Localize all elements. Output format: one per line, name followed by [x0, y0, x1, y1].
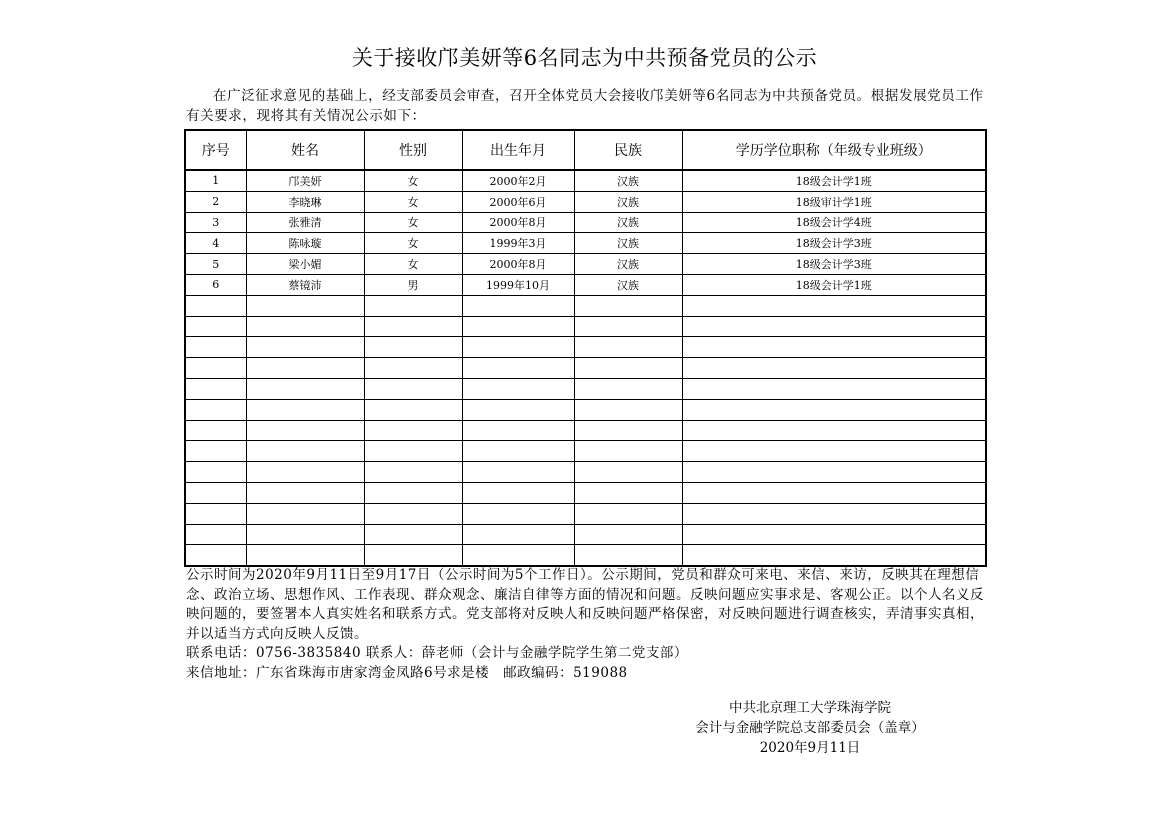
cell-ethnicity: 汉族 [574, 212, 682, 233]
empty-cell [246, 462, 364, 483]
empty-table-row [185, 316, 986, 337]
empty-cell [364, 399, 462, 420]
empty-cell [185, 316, 246, 337]
empty-cell [462, 482, 574, 503]
cell-index: 5 [185, 254, 246, 275]
table-header-row [185, 130, 986, 170]
empty-cell [246, 524, 364, 545]
header-education: 学历学位职称（年级专业班级） [682, 130, 986, 170]
empty-cell [682, 358, 986, 379]
cell-index: 4 [185, 233, 246, 254]
empty-cell [462, 503, 574, 524]
empty-cell [682, 482, 986, 503]
empty-cell [246, 441, 364, 462]
empty-cell [246, 503, 364, 524]
empty-cell [185, 462, 246, 483]
empty-cell [462, 399, 574, 420]
header-index: 序号 [185, 130, 246, 170]
empty-cell [682, 337, 986, 358]
cell-birth: 2000年8月 [462, 212, 574, 233]
empty-cell [682, 462, 986, 483]
table-row [185, 191, 986, 212]
empty-cell [462, 524, 574, 545]
empty-cell [574, 337, 682, 358]
empty-cell [246, 378, 364, 399]
empty-cell [185, 358, 246, 379]
empty-cell [574, 441, 682, 462]
roster-table [184, 129, 987, 567]
empty-table-row [185, 462, 986, 483]
empty-cell [574, 358, 682, 379]
cell-index: 6 [185, 274, 246, 295]
notice-period-text: 公示时间为2020年9月11日至9月17日（公示时间为5个工作日）。公示期间，党员和群众可来电、来信、来访，反映其在理想信念、政治立场、思想作风、工作表现、群众观念、廉洁自律等方面的情况和问题。反映问题应实事求是、客观公正。以个人名义反映问题的，要签署本人真实姓名和联系方式。党支部将对反映人和反映问题严格保密，对反映问题进行调查核实，弄清事实真相，并以适当方式向反映人反馈。 [186, 567, 984, 642]
empty-cell [574, 295, 682, 316]
empty-cell [185, 378, 246, 399]
empty-table-row [185, 524, 986, 545]
cell-gender: 男 [364, 274, 462, 295]
empty-cell [185, 399, 246, 420]
empty-cell [246, 358, 364, 379]
header-birth: 出生年月 [462, 130, 574, 170]
empty-cell [682, 524, 986, 545]
empty-cell [462, 462, 574, 483]
cell-name: 张雅清 [246, 212, 364, 233]
empty-cell [364, 316, 462, 337]
signature-block [660, 698, 960, 758]
empty-table-row [185, 420, 986, 441]
empty-cell [682, 503, 986, 524]
empty-cell [462, 441, 574, 462]
empty-cell [462, 378, 574, 399]
empty-table-row [185, 337, 986, 358]
cell-education: 18级会计学1班 [682, 274, 986, 295]
empty-cell [246, 482, 364, 503]
header-ethnicity: 民族 [574, 130, 682, 170]
empty-cell [682, 295, 986, 316]
empty-cell [185, 441, 246, 462]
empty-cell [682, 545, 986, 566]
empty-table-row [185, 503, 986, 524]
empty-cell [462, 545, 574, 566]
empty-cell [462, 358, 574, 379]
empty-cell [574, 545, 682, 566]
cell-name: 陈咏璇 [246, 233, 364, 254]
signature-date: 2020年9月11日 [759, 740, 861, 756]
empty-cell [246, 545, 364, 566]
signature-committee: 会计与金融学院总支部委员会（盖章） [695, 720, 925, 736]
empty-cell [364, 503, 462, 524]
cell-education: 18级审计学1班 [682, 191, 986, 212]
empty-cell [682, 441, 986, 462]
empty-cell [462, 316, 574, 337]
header-name: 姓名 [246, 130, 364, 170]
empty-cell [185, 295, 246, 316]
empty-cell [246, 295, 364, 316]
table-row [185, 254, 986, 275]
empty-cell [682, 316, 986, 337]
empty-cell [364, 441, 462, 462]
empty-cell [246, 399, 364, 420]
intro-paragraph: 在广泛征求意见的基础上，经支部委员会审查，召开全体党员大会接收邝美妍等6名同志为中共预备党员。根据发展党员工作有关要求，现将其有关情况公示如下： [186, 88, 984, 124]
empty-cell [574, 482, 682, 503]
page-title: 关于接收邝美妍等6名同志为中共预备党员的公示 [351, 46, 818, 70]
empty-cell [574, 462, 682, 483]
empty-cell [364, 482, 462, 503]
cell-gender: 女 [364, 233, 462, 254]
empty-cell [364, 337, 462, 358]
cell-index: 1 [185, 170, 246, 191]
cell-education: 18级会计学1班 [682, 170, 986, 191]
cell-education: 18级会计学3班 [682, 254, 986, 275]
empty-cell [364, 378, 462, 399]
empty-cell [574, 316, 682, 337]
contact-phone-text: 联系电话：0756-3835840 联系人：薛老师（会计与金融学院学生第二党支部） [186, 645, 688, 662]
empty-cell [574, 420, 682, 441]
empty-cell [185, 524, 246, 545]
cell-education: 18级会计学3班 [682, 233, 986, 254]
cell-ethnicity: 汉族 [574, 191, 682, 212]
cell-ethnicity: 汉族 [574, 170, 682, 191]
empty-cell [574, 399, 682, 420]
empty-cell [364, 295, 462, 316]
cell-birth: 1999年10月 [462, 274, 574, 295]
cell-education: 18级会计学4班 [682, 212, 986, 233]
table-row [185, 170, 986, 191]
cell-ethnicity: 汉族 [574, 254, 682, 275]
empty-cell [364, 545, 462, 566]
empty-table-row [185, 545, 986, 566]
cell-name: 蔡镜沛 [246, 274, 364, 295]
empty-cell [682, 378, 986, 399]
empty-cell [364, 524, 462, 545]
cell-gender: 女 [364, 212, 462, 233]
empty-cell [364, 462, 462, 483]
empty-table-row [185, 378, 986, 399]
cell-index: 2 [185, 191, 246, 212]
cell-gender: 女 [364, 191, 462, 212]
cell-gender: 女 [364, 254, 462, 275]
mail-address-text: 来信地址：广东省珠海市唐家湾金凤路6号求是楼 邮政编码：519088 [186, 664, 628, 681]
empty-cell [364, 420, 462, 441]
empty-cell [246, 337, 364, 358]
empty-cell [185, 337, 246, 358]
empty-cell [462, 420, 574, 441]
empty-cell [574, 524, 682, 545]
cell-name: 邝美妍 [246, 170, 364, 191]
empty-table-row [185, 441, 986, 462]
empty-table-row [185, 295, 986, 316]
signature-org: 中共北京理工大学珠海学院 [729, 700, 891, 716]
cell-name: 梁小媚 [246, 254, 364, 275]
table-row [185, 233, 986, 254]
empty-table-row [185, 399, 986, 420]
empty-cell [185, 420, 246, 441]
empty-cell [185, 503, 246, 524]
cell-name: 李晓琳 [246, 191, 364, 212]
cell-birth: 2000年8月 [462, 254, 574, 275]
cell-gender: 女 [364, 170, 462, 191]
cell-birth: 2000年2月 [462, 170, 574, 191]
empty-cell [682, 399, 986, 420]
header-gender: 性别 [364, 130, 462, 170]
empty-cell [246, 316, 364, 337]
cell-birth: 2000年6月 [462, 191, 574, 212]
cell-ethnicity: 汉族 [574, 233, 682, 254]
cell-ethnicity: 汉族 [574, 274, 682, 295]
empty-cell [574, 378, 682, 399]
table-row [185, 212, 986, 233]
table-row [185, 274, 986, 295]
empty-cell [682, 420, 986, 441]
notice-block [186, 566, 986, 684]
cell-index: 3 [185, 212, 246, 233]
empty-cell [364, 358, 462, 379]
cell-birth: 1999年3月 [462, 233, 574, 254]
empty-table-row [185, 482, 986, 503]
empty-table-row [185, 358, 986, 379]
empty-cell [185, 482, 246, 503]
empty-cell [462, 337, 574, 358]
empty-cell [462, 295, 574, 316]
empty-cell [185, 545, 246, 566]
empty-cell [574, 503, 682, 524]
empty-cell [246, 420, 364, 441]
